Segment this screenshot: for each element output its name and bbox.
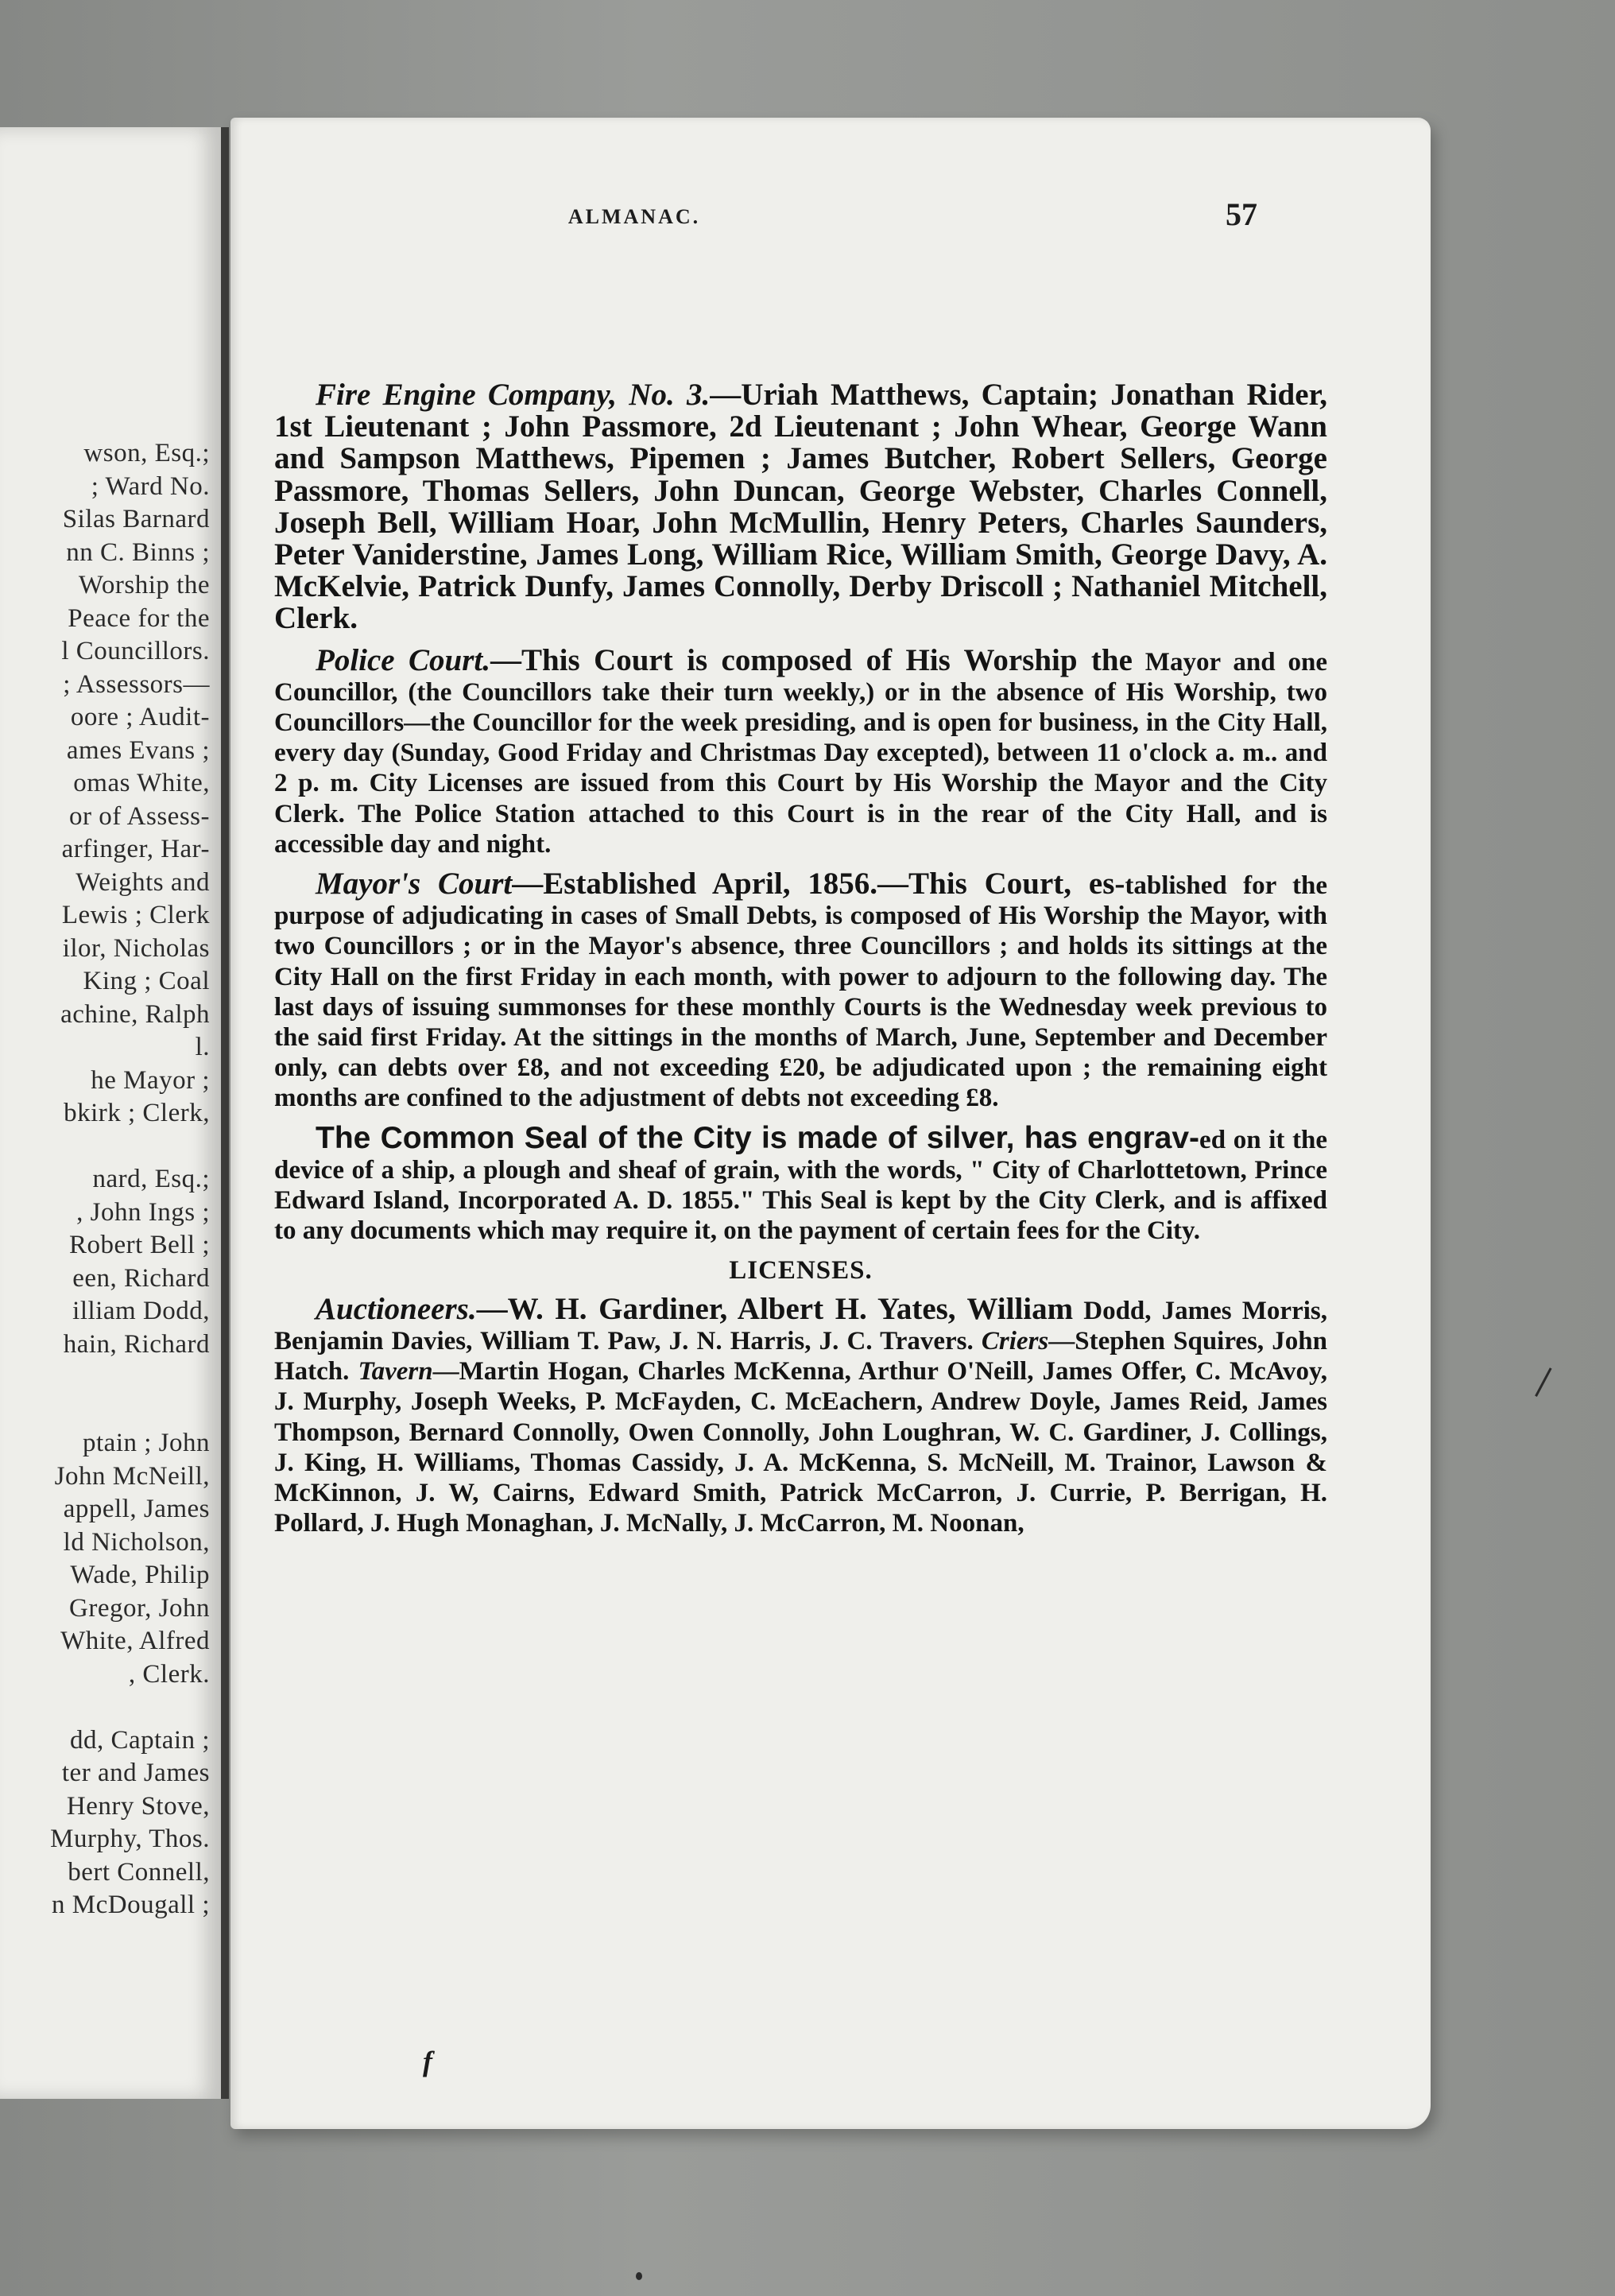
text-fire-engine: —Uriah Matthews, Captain; Jonathan Rider, 1st Lieutenant ; John Passmore, 2d Lieutenant ; John Whear, George Wann and Sampson Matthews, Pipemen ; James Butcher, Robert Sellers, George Passmore, Thomas Sellers, John Duncan, George Webster, Charles Connell, Joseph Bell, William Hoar, John McMullin, Henry Peters, Charles Saunders, Peter Vaniderstine, James Long, William Rice, William Smith, George Davy, A. McKelvie, Patrick Dunfy, James Connolly, Derby Driscoll ; Nathaniel Mitchell, Clerk. <box>274 378 1327 636</box>
paragraph-common-seal <box>274 1120 1327 1247</box>
left-page-line: n McDougall ; <box>52 1891 210 1919</box>
text-police-court-first: —This Court is composed of His Worship the <box>490 642 1133 677</box>
heading-mayors-court: Mayor's Court <box>316 867 513 902</box>
left-page-line: omas White, <box>73 769 210 797</box>
left-page-line: Weights and <box>76 867 210 897</box>
left-page-line: Murphy, Thos. <box>50 1825 210 1853</box>
text-mayors-court-first: —Established April, 1856.—This Court, es- <box>512 867 1125 902</box>
paragraph-fire-engine <box>274 380 1327 636</box>
left-page-line: Lewis ; Clerk <box>61 901 210 929</box>
text-common-seal: ed on it the device of a ship, a plough and sheaf of grain, with the words, " City of Charlottetown, Prince Edward Island, Incorporated A. D. 1855." This Seal is kept by the City Clerk, and is affixed to any documents which may require it, on the payment of certain fees for the City. <box>274 1125 1327 1246</box>
left-page-line: or of Assess- <box>69 801 210 831</box>
label-tavern: Tavern <box>358 1357 433 1387</box>
left-page-line: ptain ; John <box>83 1429 210 1457</box>
paragraph-mayors-court <box>274 869 1327 1114</box>
left-page-line: Henry Stove, <box>66 1791 210 1821</box>
left-page-line: King ; Coal <box>83 967 210 995</box>
left-page-line: wson, Esq.; <box>83 439 210 467</box>
left-page-line: bert Connell, <box>68 1857 210 1887</box>
left-page-line: oore ; Audit- <box>70 703 210 731</box>
text-auctioneers-first: —W. H. Gardiner, Albert H. Yates, William <box>476 1291 1074 1326</box>
left-page-line: nn C. Binns ; <box>66 537 210 567</box>
left-facing-page <box>0 127 229 2099</box>
left-page-line: Worship the <box>78 571 210 599</box>
text-auctioneers: Dodd, James Morris, Benjamin Davies, William T. Paw, J. N. Harris, J. C. Travers. <box>274 1296 1327 1355</box>
left-page-line: Robert Bell ; <box>69 1231 210 1259</box>
paragraph-police-court <box>274 642 1327 859</box>
left-page-line: dd, Captain ; <box>69 1725 210 1755</box>
left-page-line: achine, Ralph <box>60 999 210 1029</box>
left-page-line: , Clerk. <box>128 1659 210 1689</box>
left-page-line: he Mayor ; <box>91 1065 210 1095</box>
heading-police-court: Police Court. <box>316 642 490 677</box>
left-page-line: l. <box>195 1033 210 1061</box>
left-page-line: White, Alfred <box>60 1627 210 1655</box>
text-criers: —Stephen Squires, John Hatch. <box>274 1326 1327 1387</box>
left-page-line: ; Assessors— <box>63 669 210 699</box>
left-page-line: Silas Barnard <box>62 505 210 533</box>
heading-auctioneers: Auctioneers. <box>316 1291 477 1326</box>
left-page-line: , John Ings ; <box>76 1197 210 1227</box>
text-police-court: Mayor and one Councillor, (the Councillors take their turn weekly,) or in the absence of His Worship, two Councillors—the Councillor for the week presiding, and is open for business, in the City Hall, every day (Sunday, Good Friday and Christmas Day excepted), between 11 o'clock a. m.. and 2 p. m. City Licenses are issued from this Court by His Worship the Mayor and the City Clerk. The Police Station attached to this Court is in the rear of the City Hall, and is accessible day and night. <box>274 647 1327 859</box>
left-page-line: nard, Esq.; <box>92 1165 210 1193</box>
heading-common-seal: The Common Seal of the City is made of silver, has engrav- <box>316 1120 1200 1155</box>
text-tavern: —Martin Hogan, Charles McKenna, Arthur O'Neill, James Offer, C. McAvoy, J. Murphy, Joseph Weeks, P. McFayden, C. McEachern, Andrew Doyle, James Reid, James Thompson, Bernard Connolly, Owen Connolly, John Loughran, W. C. Gardiner, J. Collings, J. King, H. Williams, Thomas Cassidy, J. A. McKenna, S. McNeill, M. Trainor, Lawson & McKinnon, J. W, Cairns, Edward Smith, Patrick McCarron, J. Currie, P. Berrigan, H. Pollard, J. Hugh Monaghan, J. McNally, J. McCarron, M. Noonan, <box>274 1357 1327 1538</box>
page-body <box>274 380 1327 1548</box>
left-page-line: ld Nicholson, <box>63 1527 210 1557</box>
left-page-line: illiam Dodd, <box>72 1297 210 1325</box>
left-page-line: Wade, Philip <box>70 1561 210 1589</box>
label-criers: Criers <box>981 1326 1049 1355</box>
heading-fire-engine: Fire Engine Company, No. 3. <box>316 378 711 412</box>
ink-speck <box>636 2272 642 2280</box>
left-page-line: ilor, Nicholas <box>62 933 210 963</box>
left-page-line: l Councillors. <box>61 637 210 665</box>
left-page-line: John McNeill, <box>54 1461 210 1491</box>
left-page-line: Gregor, John <box>69 1593 210 1623</box>
left-page-line: een, Richard <box>72 1263 210 1293</box>
left-page-line: hain, Richard <box>63 1329 210 1359</box>
page-number: 57 <box>1226 196 1257 232</box>
signature-mark: f <box>423 2046 432 2077</box>
running-header: ALMANAC. <box>567 205 701 228</box>
left-page-line: ames Evans ; <box>66 735 210 765</box>
left-page-line: appell, James <box>63 1495 210 1523</box>
left-page-line: arfinger, Har- <box>61 835 210 863</box>
licenses-heading: LICENSES. <box>729 1256 873 1286</box>
paragraph-auctioneers <box>274 1291 1327 1539</box>
left-page-line: Peace for the <box>68 603 210 633</box>
left-page-line: ; Ward No. <box>91 471 210 501</box>
left-page-line: ter and James <box>61 1759 210 1787</box>
left-page-line: bkirk ; Clerk, <box>64 1099 210 1127</box>
text-mayors-court: tablished for the purpose of adjudicating in cases of Small Debts, is composed of His Worship the Mayor, with two Councillors ; or in the Mayor's absence, three Councillors ; and holds its sittings at the City Hall on the first Friday in each month, with power to adjourn to the following day. The last days of issuing summonses for these monthly Courts is the Wednesday week previous to the said first Friday. At the sittings in the months of March, June, September and December only, can debts over £8, and not exceeding £20, be adjudicated upon ; the remaining eight months are confined to the adjustment of debts not exceeding £8. <box>274 871 1327 1113</box>
